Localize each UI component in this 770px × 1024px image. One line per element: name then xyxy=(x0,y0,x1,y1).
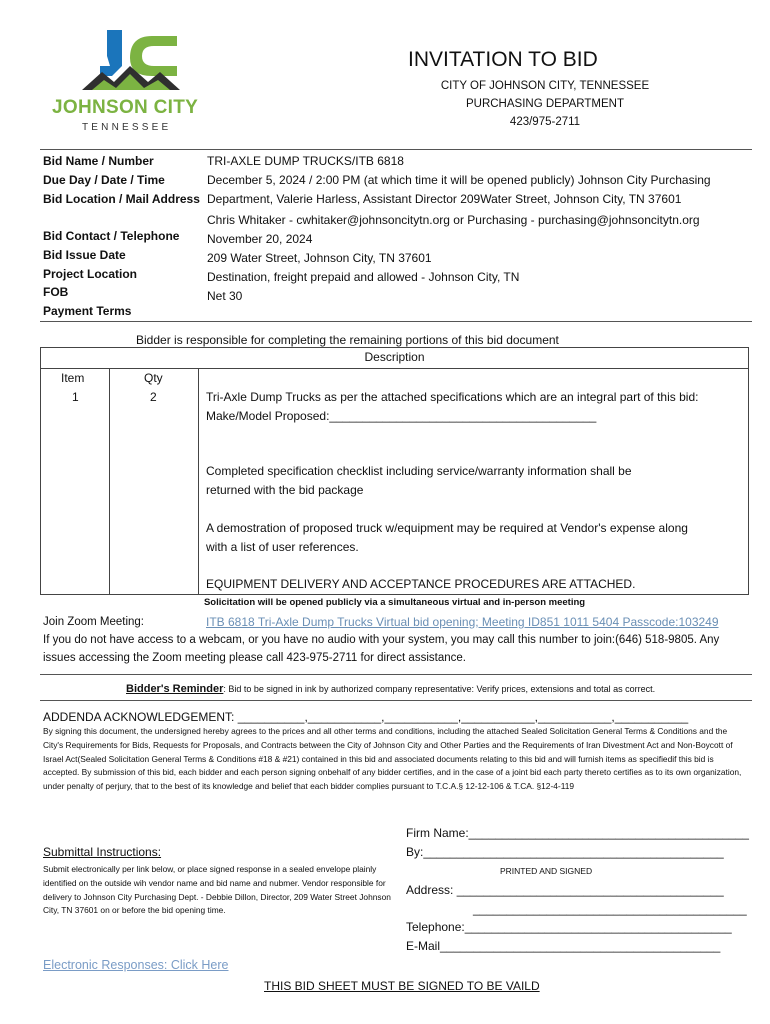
submittal-title: Submittal Instructions: xyxy=(43,845,162,859)
telephone-field[interactable]: Telephone:________________________________________ xyxy=(406,920,732,934)
bid-location-label: Bid Location / Mail Address xyxy=(43,192,200,206)
zoom-label: Join Zoom Meeting: xyxy=(43,616,144,628)
payment-terms-value: Net 30 xyxy=(207,289,243,303)
bid-name-value: TRI-AXLE DUMP TRUCKS/ITB 6818 xyxy=(207,154,404,168)
firm-name-field[interactable]: Firm Name:__________________________________________ xyxy=(406,826,749,840)
desc-line-2: Make/Model Proposed:________________________________________ xyxy=(206,409,597,423)
desc-line-4: returned with the bid package xyxy=(206,483,364,497)
bid-issue-date-value: November 20, 2024 xyxy=(207,232,313,246)
org-phone: 423/975-2711 xyxy=(509,116,581,128)
due-date-label: Due Day / Date / Time xyxy=(43,173,165,187)
zoom-meeting-link[interactable]: ITB 6818 Tri-Axle Dump Trucks Virtual bid opening; Meeting ID851 1011 5404 Passcode:103249 xyxy=(206,615,719,629)
item-column-divider xyxy=(109,368,110,595)
org-name: CITY OF JOHNSON CITY, TENNESSEE xyxy=(440,80,650,92)
fob-value: Destination, freight prepaid and allowed - Johnson City, TN xyxy=(207,270,520,284)
reminder-divider xyxy=(40,700,752,701)
payment-terms-label: Payment Terms xyxy=(43,304,132,318)
printed-and-signed-label: PRINTED AND SIGNED xyxy=(500,866,593,876)
bid-location-value: Department, Valerie Harless, Assistant Director 209Water Street, Johnson City, TN 37601 xyxy=(207,192,682,206)
project-location-value: 209 Water Street, Johnson City, TN 37601 xyxy=(207,251,432,265)
due-date-value: December 5, 2024 / 2:00 PM (at which time it will be opened publicly) Johnson City Purchasing xyxy=(207,173,711,187)
logo-city-text: JOHNSON CITY xyxy=(52,97,199,118)
desc-line-3: Completed specification checklist including service/warranty information shall be xyxy=(206,464,632,478)
desc-line-6: with a list of user references. xyxy=(206,540,359,554)
must-sign-notice: THIS BID SHEET MUST BE SIGNED TO BE VAILD xyxy=(264,979,540,993)
project-location-label: Project Location xyxy=(43,267,138,281)
desc-line-1: Tri-Axle Dump Trucks as per the attached specifications which are an integral part of this bid: xyxy=(206,390,699,404)
bid-name-label: Bid Name / Number xyxy=(43,154,154,168)
johnson-city-logo xyxy=(52,28,212,136)
bid-contact-value: Chris Whitaker - cwhitaker@johnsoncitytn.org or Purchasing - purchasing@johnsoncitytn.org xyxy=(207,213,700,227)
table-header-divider xyxy=(41,368,748,369)
desc-line-5: A demostration of proposed truck w/equipment may be required at Vendor's expense along xyxy=(206,521,688,535)
bidder-note: Bidder is responsible for completing the remaining portions of this bid document xyxy=(136,333,559,347)
fob-label: FOB xyxy=(43,285,69,299)
solicitation-note: Solicitation will be opened publicly via a simultaneous virtual and in-person meeting xyxy=(203,597,586,608)
page-title: INVITATION TO BID xyxy=(408,48,598,71)
description-header: Description xyxy=(364,350,425,364)
desc-line-7: EQUIPMENT DELIVERY AND ACCEPTANCE PROCEDURES ARE ATTACHED. xyxy=(206,577,636,591)
qty-header: Qty xyxy=(144,371,163,385)
info-divider xyxy=(40,321,752,322)
address-line-2-field[interactable]: _________________________________________ xyxy=(473,902,747,916)
submittal-instructions: Submit electronically per link below, or place signed response in a sealed envelope plainly identified on the outside wih vendor name and bid name and nubmer. Vendor responsible for delivery to Johnson City Purchasing Dept. - Debbie Dillon, Director, 209 Water Street Johnson City, TN 37601 on or before the bid opening time. xyxy=(43,864,391,916)
addenda-acknowledgement: ADDENDA ACKNOWLEDGEMENT: __________,___________,___________,___________,___________,___________ xyxy=(43,710,689,724)
jc-mark-icon xyxy=(52,28,212,98)
reminder-label: Bidder's Reminder xyxy=(126,683,224,695)
item-header: Item xyxy=(61,371,85,385)
email-field[interactable]: E-Mail__________________________________________ xyxy=(406,939,721,953)
qty-value: 2 xyxy=(150,390,157,404)
legal-terms: By signing this document, the undersigned hereby agrees to the prices and all other terms and conditions, including the attached Sealed Solicitation General Terms & Conditions and the City's Requirements for Bids, Requests for Proposals, and Contracts between the City of Johnson City and Other Parties and the Requirements of Iran Divestment Act and Non-Boycott of Israel Act(Sealed Solicitation General Terms & Conditions #18 & #21) contained in this bid and associated documents relating to this bid and will furnish items as specifiedif this bid is accepted. By submission of this bid, each bidder and each person signing onbehalf of any bidder certifies, and in the case of a joint bid each party thereto certifies as to its own organization, under penalty of perjury, that to the best of its knowledge and belief that each bidder complies pursuant to T.C.A.§ 12-12-106 & T.CA. §12-4-119 xyxy=(43,726,742,792)
zoom-phone-info: If you do not have access to a webcam, or you have no audio with your system, you may call this number to join:(646) 518-9805. Any xyxy=(43,634,720,646)
signed-by-field[interactable]: By:_____________________________________________ xyxy=(406,845,724,859)
org-department: PURCHASING DEPARTMENT xyxy=(465,98,625,110)
bid-contact-label: Bid Contact / Telephone xyxy=(43,229,180,243)
bidders-reminder xyxy=(126,683,655,695)
header-divider xyxy=(40,149,752,150)
bid-issue-date-label: Bid Issue Date xyxy=(43,248,126,262)
zoom-divider xyxy=(40,674,752,675)
logo-state-text: TENNESSEE xyxy=(82,122,172,133)
item-value: 1 xyxy=(72,390,79,404)
electronic-responses-link[interactable]: Electronic Responses: Click Here xyxy=(43,958,229,972)
reminder-text: : Bid to be signed in ink by authorized company representative: Verify prices, extensions and total as correct. xyxy=(223,684,656,694)
zoom-assist-info: issues accessing the Zoom meeting please call 423-975-2711 for direct assistance. xyxy=(43,652,466,664)
address-field[interactable]: Address: ________________________________________ xyxy=(406,883,724,897)
qty-column-divider xyxy=(198,368,199,595)
